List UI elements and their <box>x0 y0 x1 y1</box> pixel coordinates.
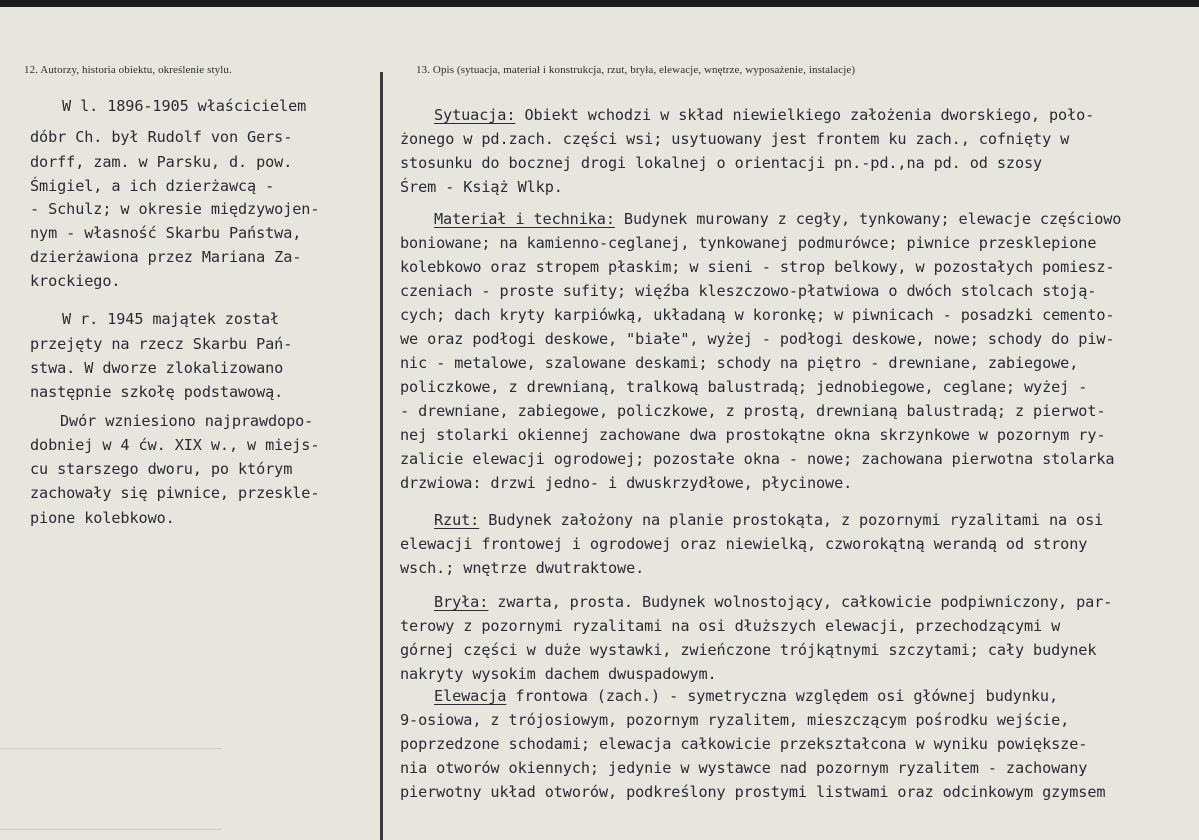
history-line: cu starszego dworu, po którym <box>30 460 293 478</box>
subsection-heading: Materiał i technika: <box>434 210 615 228</box>
description-text: nic - metalowe, szalowane deskami; schody na piętro - drewniane, zabiegowe, <box>400 354 1079 372</box>
description-line <box>400 282 1096 300</box>
bleed-through-stamp-box <box>0 748 222 830</box>
description-line <box>400 306 1114 324</box>
description-paragraph-start <box>434 687 1058 705</box>
description-line <box>400 617 1060 635</box>
history-line: W r. 1945 majątek został <box>62 310 280 328</box>
description-text: żonego w pd.zach. części wsi; usytuowany jest frontem ku zach., cofnięty w <box>400 130 1070 148</box>
history-line: W l. 1896-1905 właścicielem <box>62 97 307 115</box>
description-text: elewacji frontowej i ogrodowej oraz niewielką, czworokątną werandą od strony <box>400 535 1088 553</box>
history-line: dobniej w 4 ćw. XIX w., w miejs- <box>30 436 320 454</box>
description-text: Budynek założony na planie prostokąta, z pozornymi ryzalitami na osi <box>479 511 1104 529</box>
description-line <box>400 178 563 196</box>
history-line: przejęty na rzecz Skarbu Pań- <box>30 335 293 353</box>
description-text: - drewniane, zabiegowe, policzkowe, z prostą, drewnianą balustradą; z pierwot- <box>400 402 1106 420</box>
description-text: Obiekt wchodzi w skład niewielkiego założenia dworskiego, poło- <box>515 106 1095 124</box>
history-line: stwa. W dworze zlokalizowano <box>30 359 284 377</box>
description-text: nej stolarki okiennej zachowane dwa prostokątne okna skrzynkowe w pozornym ry- <box>400 426 1106 444</box>
description-line <box>400 759 1087 777</box>
history-line: zachowały się piwnice, przeskle- <box>30 484 320 502</box>
description-text: drzwiowa: drzwi jedno- i dwuskrzydłowe, płycinowe. <box>400 474 853 492</box>
description-line <box>400 559 644 577</box>
history-line: dóbr Ch. był Rudolf von Gers- <box>30 128 293 146</box>
description-line <box>400 154 1042 172</box>
description-text: we oraz podłogi deskowe, "białe", wyżej - podłogi deskowe, nowe; schody do piw- <box>400 330 1115 348</box>
description-line <box>400 258 1114 276</box>
description-line <box>400 474 852 492</box>
description-paragraph-start <box>434 106 1094 124</box>
description-line <box>400 641 1096 659</box>
description-text: frontowa (zach.) - symetryczna względem osi głównej budynku, <box>506 687 1059 705</box>
description-line <box>400 354 1078 372</box>
description-text: Śrem - Książ Wlkp. <box>400 178 563 196</box>
description-paragraph-start <box>434 210 1121 228</box>
top-edge-strip <box>0 0 1199 7</box>
description-line <box>400 426 1105 444</box>
description-line <box>400 535 1087 553</box>
description-line <box>400 711 1069 729</box>
description-text: zalicie elewacji ogrodowej; pozostałe okna - nowe; zachowana pierwotna stolarka <box>400 450 1115 468</box>
description-text: nakryty wysokim dachem dwuspadowym. <box>400 665 717 683</box>
subsection-heading: Sytuacja: <box>434 106 516 124</box>
description-text: nia otworów okiennych; jedynie w wystawce nad pozornym ryzalitem - zachowany <box>400 759 1088 777</box>
history-line: - Schulz; w okresie międzywojen- <box>30 200 320 218</box>
history-line: Śmigiel, a ich dzierżawcą - <box>30 177 275 195</box>
description-paragraph-start <box>434 511 1103 529</box>
description-text: terowy z pozornymi ryzalitami na osi dłuższych elewacji, przechodzącymi w <box>400 617 1061 635</box>
description-text: pierwotny układ otworów, podkreślony prostymi listwami oraz odcinkowym gzymsem <box>400 783 1106 801</box>
description-text: poprzedzone schodami; elewacja całkowicie przekształcona w wyniku powiększe- <box>400 735 1088 753</box>
description-text: cych; dach kryty karpiówką, układaną w koronkę; w piwnicach - posadzki cemento- <box>400 306 1115 324</box>
history-line: pione kolebkowo. <box>30 509 175 527</box>
history-line: nym - własność Skarbu Państwa, <box>30 224 302 242</box>
description-line <box>400 783 1105 801</box>
description-text: kolebkowo oraz stropem płaskim; w sieni - strop belkowy, w pozostałych pomiesz- <box>400 258 1115 276</box>
description-line <box>400 330 1114 348</box>
description-text: boniowane; na kamienno-ceglanej, tynkowanej podmurówce; piwnice przesklepione <box>400 234 1097 252</box>
description-line <box>400 665 717 683</box>
description-line <box>400 130 1069 148</box>
section-13-header: 13. Opis (sytuacja, materiał i konstrukcja, rzut, bryła, elewacje, wnętrze, wyposażenie, instalacje) <box>416 64 856 76</box>
section-12-header: 12. Autorzy, historia obiektu, określenie stylu. <box>24 64 232 76</box>
description-line <box>400 234 1096 252</box>
description-text: górnej części w duże wystawki, zwieńczone trójkątnymi szczytami; cały budynek <box>400 641 1097 659</box>
history-line: dzierżawiona przez Mariana Za- <box>30 248 302 266</box>
description-text: wsch.; wnętrze dwutraktowe. <box>400 559 645 577</box>
description-line <box>400 735 1087 753</box>
subsection-heading: Rzut: <box>434 511 480 529</box>
description-text: policzkowe, z drewnianą, tralkową balustradą; jednobiegowe, ceglane; wyżej - <box>400 378 1088 396</box>
column-divider <box>380 72 383 840</box>
description-paragraph-start <box>434 593 1112 611</box>
description-text: Budynek murowany z cegły, tynkowany; elewacje częściowo <box>614 210 1122 228</box>
description-line <box>400 402 1105 420</box>
description-line <box>400 378 1087 396</box>
description-line <box>400 450 1114 468</box>
history-line: Dwór wzniesiono najprawdopo- <box>60 412 314 430</box>
description-text: 9-osiowa, z trójosiowym, pozornym ryzalitem, mieszczącym pośrodku wejście, <box>400 711 1070 729</box>
description-text: stosunku do bocznej drogi lokalnej o orientacji pn.-pd.,na pd. od szosy <box>400 154 1043 172</box>
history-line: krockiego. <box>30 272 121 290</box>
description-text: czeniach - proste sufity; więźba kleszczowo-płatwiowa o dwóch stolcach stoją- <box>400 282 1097 300</box>
history-line: dorff, zam. w Parsku, d. pow. <box>30 153 293 171</box>
subsection-heading: Elewacja <box>434 687 507 705</box>
description-text: zwarta, prosta. Budynek wolnostojący, całkowicie podpiwniczony, par- <box>488 593 1113 611</box>
history-line: następnie szkołę podstawową. <box>30 383 284 401</box>
subsection-heading: Bryła: <box>434 593 489 611</box>
